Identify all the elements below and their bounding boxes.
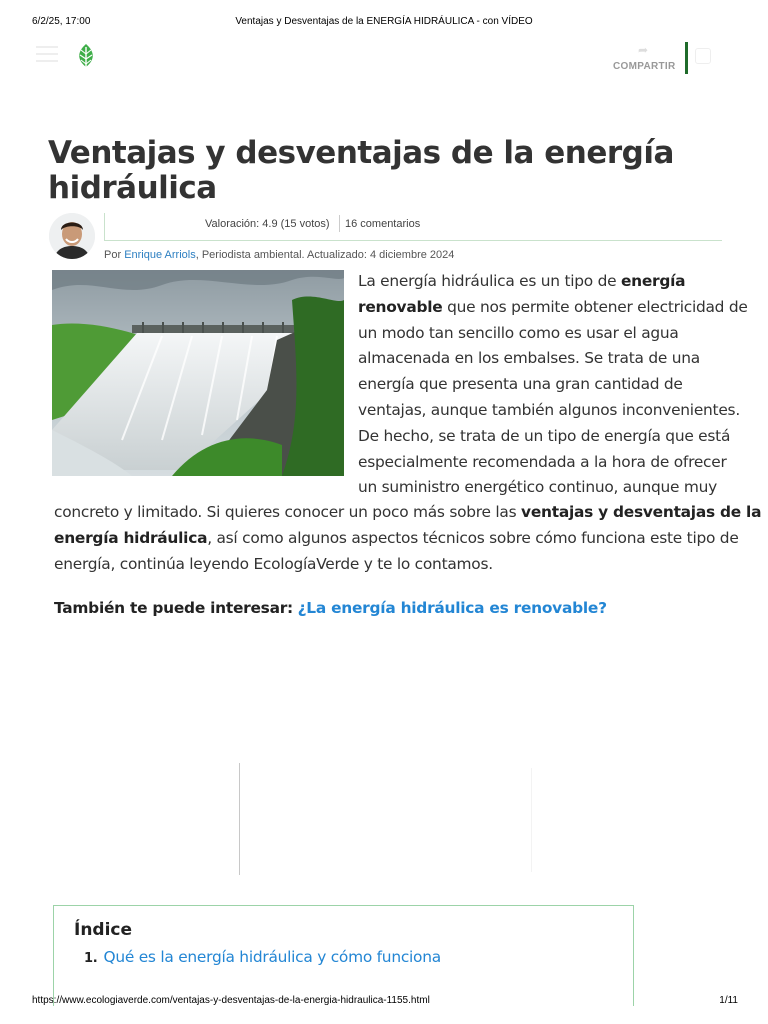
byline	[104, 249, 454, 261]
intro-line: renovable que nos permite obtener electricidad de	[358, 297, 748, 316]
leaf-logo-icon[interactable]	[74, 43, 98, 71]
menu-icon[interactable]	[36, 46, 58, 62]
intro-line: almacenada en los embalses. Se trata de una	[358, 349, 700, 368]
body-line: energía hidráulica, así como algunos aspectos técnicos sobre cómo funciona este tipo de	[54, 528, 739, 547]
share-label: COMPARTIR	[613, 61, 676, 72]
print-page-title: Ventajas y Desventajas de la ENERGÍA HIDRÁULICA - con VÍDEO	[235, 16, 533, 27]
author-link[interactable]: Enrique Arriols	[124, 249, 196, 261]
intro-line: un suministro energético continuo, aunque muy	[358, 478, 717, 497]
related-label: También te puede interesar:	[54, 599, 293, 617]
print-url: https://www.ecologiaverde.com/ventajas-y-desventajas-de-la-energia-hidraulica-1155.html	[32, 995, 430, 1006]
byline-prefix: Por	[104, 249, 122, 261]
meta-divider	[339, 215, 340, 232]
body-line: concreto y limitado. Si quieres conocer un poco más sobre las ventajas y desventajas de la	[54, 503, 762, 521]
ad-placeholder-divider	[531, 768, 532, 872]
dam-spillway-image	[52, 270, 344, 476]
intro-line: energía que presenta una gran cantidad de	[358, 375, 683, 394]
intro-line: especialmente recomendada a la hora de ofrecer	[358, 452, 727, 471]
intro-line: La energía hidráulica es un tipo de energía	[358, 272, 686, 290]
article-meta	[104, 213, 722, 241]
related-article-link[interactable]: ¿La energía hidráulica es renovable?	[297, 599, 607, 617]
print-page-count: 1/11	[719, 995, 738, 1006]
print-datetime: 6/2/25, 17:00	[32, 16, 91, 27]
toc-item-link[interactable]: Qué es la energía hidráulica y cómo funciona	[103, 948, 441, 966]
table-of-contents	[53, 905, 634, 1006]
toc-item-number: 1.	[84, 951, 98, 966]
byline-suffix: , Periodista ambiental. Actualizado: 4 diciembre 2024	[195, 249, 455, 261]
intro-paragraph-continued	[54, 500, 762, 577]
body-line: energía, continúa leyendo EcologíaVerde y te lo contamos.	[54, 554, 493, 573]
comments-link[interactable]: 16 comentarios	[345, 218, 421, 230]
site-topbar	[30, 38, 730, 78]
intro-line: ventajas, aunque también algunos inconvenientes.	[358, 400, 740, 419]
share-button[interactable]	[613, 43, 676, 72]
ad-placeholder-divider	[239, 763, 240, 875]
rating-text[interactable]: Valoración: 4.9 (15 votos)	[205, 218, 330, 230]
search-icon[interactable]	[695, 48, 711, 64]
brand-accent-bar	[685, 42, 688, 74]
article-title: Ventajas y desventajas de la energía hidráulica	[48, 135, 674, 206]
intro-paragraph	[358, 269, 748, 501]
intro-line: un modo tan sencillo como es usar el agua	[358, 323, 679, 342]
toc-item	[84, 948, 441, 966]
intro-line: De hecho, se trata de un tipo de energía que está	[358, 426, 731, 445]
share-icon: ➦	[637, 43, 649, 57]
related-article	[54, 599, 607, 617]
toc-heading: Índice	[74, 920, 133, 940]
author-avatar[interactable]	[49, 213, 95, 259]
